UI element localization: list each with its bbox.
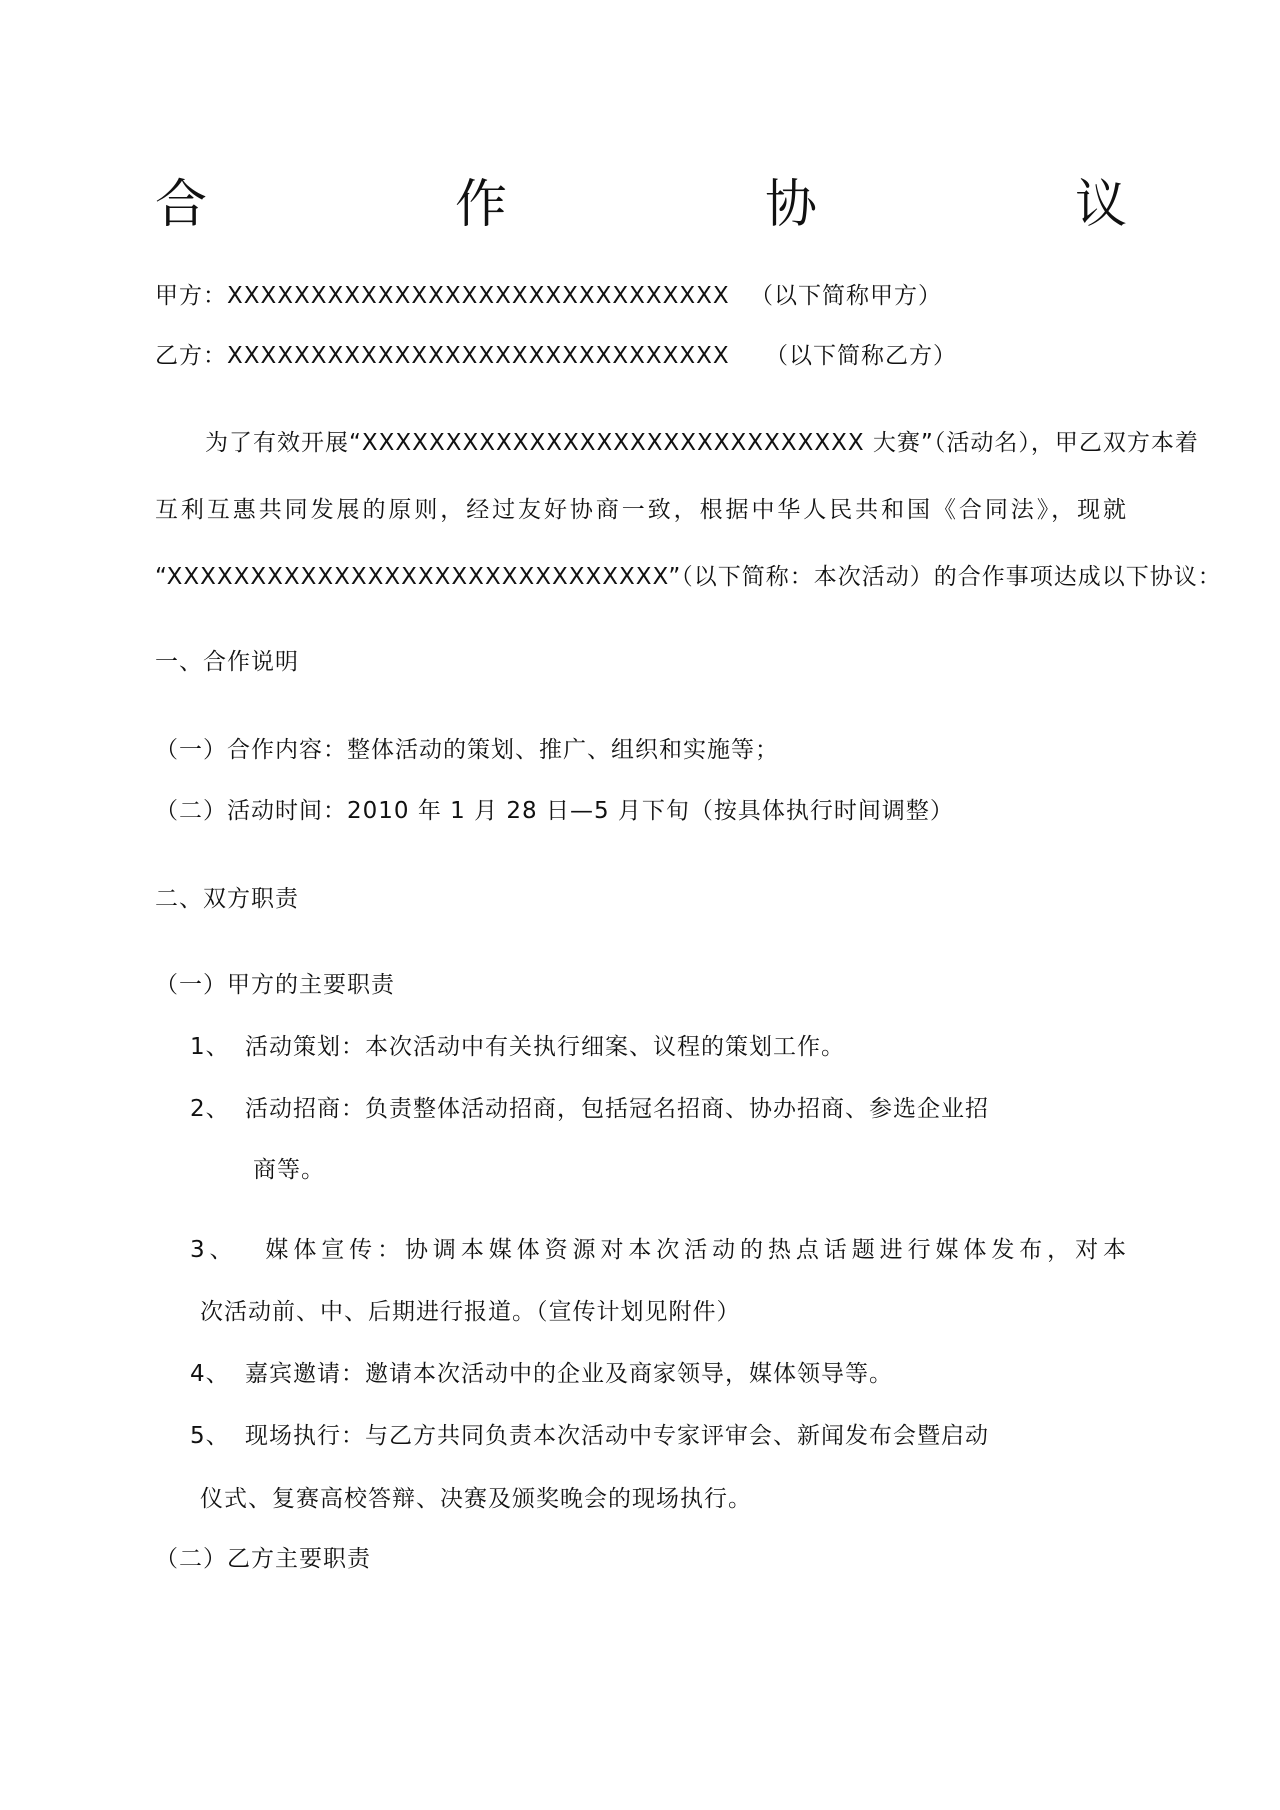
duty-5-continuation: 仪式、复赛高校答辩、决赛及颁奖晚会的现场执行。 xyxy=(200,1486,752,1512)
duty-2-continuation: 商等。 xyxy=(253,1157,325,1183)
section-2-subheading-b: （二）乙方主要职责 xyxy=(155,1546,371,1572)
duty-3-text: 媒体宣传：协调本媒体资源对本次活动的热点话题进行媒体发布，对本 xyxy=(261,1237,1128,1263)
duty-3-continuation: 次活动前、中、后期进行报道。（宣传计划见附件） xyxy=(200,1299,741,1325)
party-a-alias: （以下简称甲方） xyxy=(750,283,942,309)
party-a-label: 甲方：XXXXXXXXXXXXXXXXXXXXXXXXXXXXXX xyxy=(155,283,730,309)
section-1-item-2: （二）活动时间：2010 年 1 月 28 日—5 月下旬（按具体执行时间调整） xyxy=(155,798,954,824)
preamble-paragraph xyxy=(155,428,1222,592)
preamble-line-1: 为了有效开展“XXXXXXXXXXXXXXXXXXXXXXXXXXXXXX 大赛”（活动名），甲乙双方本着 xyxy=(205,430,1199,456)
section-1-heading: 一、合作说明 xyxy=(155,649,299,675)
duty-3-line-1 xyxy=(190,1235,1127,1265)
duty-5-text: 现场执行：与乙方共同负责本次活动中专家评审会、新闻发布会暨启动 xyxy=(245,1423,989,1449)
duty-1-text: 活动策划：本次活动中有关执行细案、议程的策划工作。 xyxy=(245,1034,845,1060)
duty-3-first-line xyxy=(190,1235,1127,1265)
duty-5-number: 5、 xyxy=(190,1423,230,1449)
title-char-1: 合 xyxy=(155,175,208,235)
duty-2-text: 活动招商：负责整体活动招商，包括冠名招商、协办招商、参选企业招 xyxy=(245,1096,989,1122)
duty-1-number: 1、 xyxy=(190,1034,230,1060)
duty-2-number: 2、 xyxy=(190,1096,230,1122)
preamble-line-2: 互利互惠共同发展的原则，经过友好协商一致，根据中华人民共和国《合同法》，现就 xyxy=(155,497,1127,523)
title-char-3: 协 xyxy=(765,175,818,235)
duty-4-text: 嘉宾邀请：邀请本次活动中的企业及商家领导，媒体领导等。 xyxy=(245,1361,893,1387)
title-char-2: 作 xyxy=(455,175,508,235)
document-title xyxy=(150,170,1130,240)
title-char-4: 议 xyxy=(1075,175,1128,235)
duty-4-number: 4、 xyxy=(190,1361,230,1387)
preamble-line-3: “XXXXXXXXXXXXXXXXXXXXXXXXXXXXXX”（以下简称：本次活动）的合作事项达成以下协议： xyxy=(155,564,1222,590)
section-2-subheading-a: （一）甲方的主要职责 xyxy=(155,972,395,998)
duty-3-number: 3、 xyxy=(190,1237,238,1263)
party-b-alias: （以下简称乙方） xyxy=(765,343,957,369)
section-1-item-1: （一）合作内容：整体活动的策划、推广、组织和实施等； xyxy=(155,737,779,763)
party-b-label: 乙方：XXXXXXXXXXXXXXXXXXXXXXXXXXXXXX xyxy=(155,343,730,369)
section-2-heading: 二、双方职责 xyxy=(155,886,299,912)
